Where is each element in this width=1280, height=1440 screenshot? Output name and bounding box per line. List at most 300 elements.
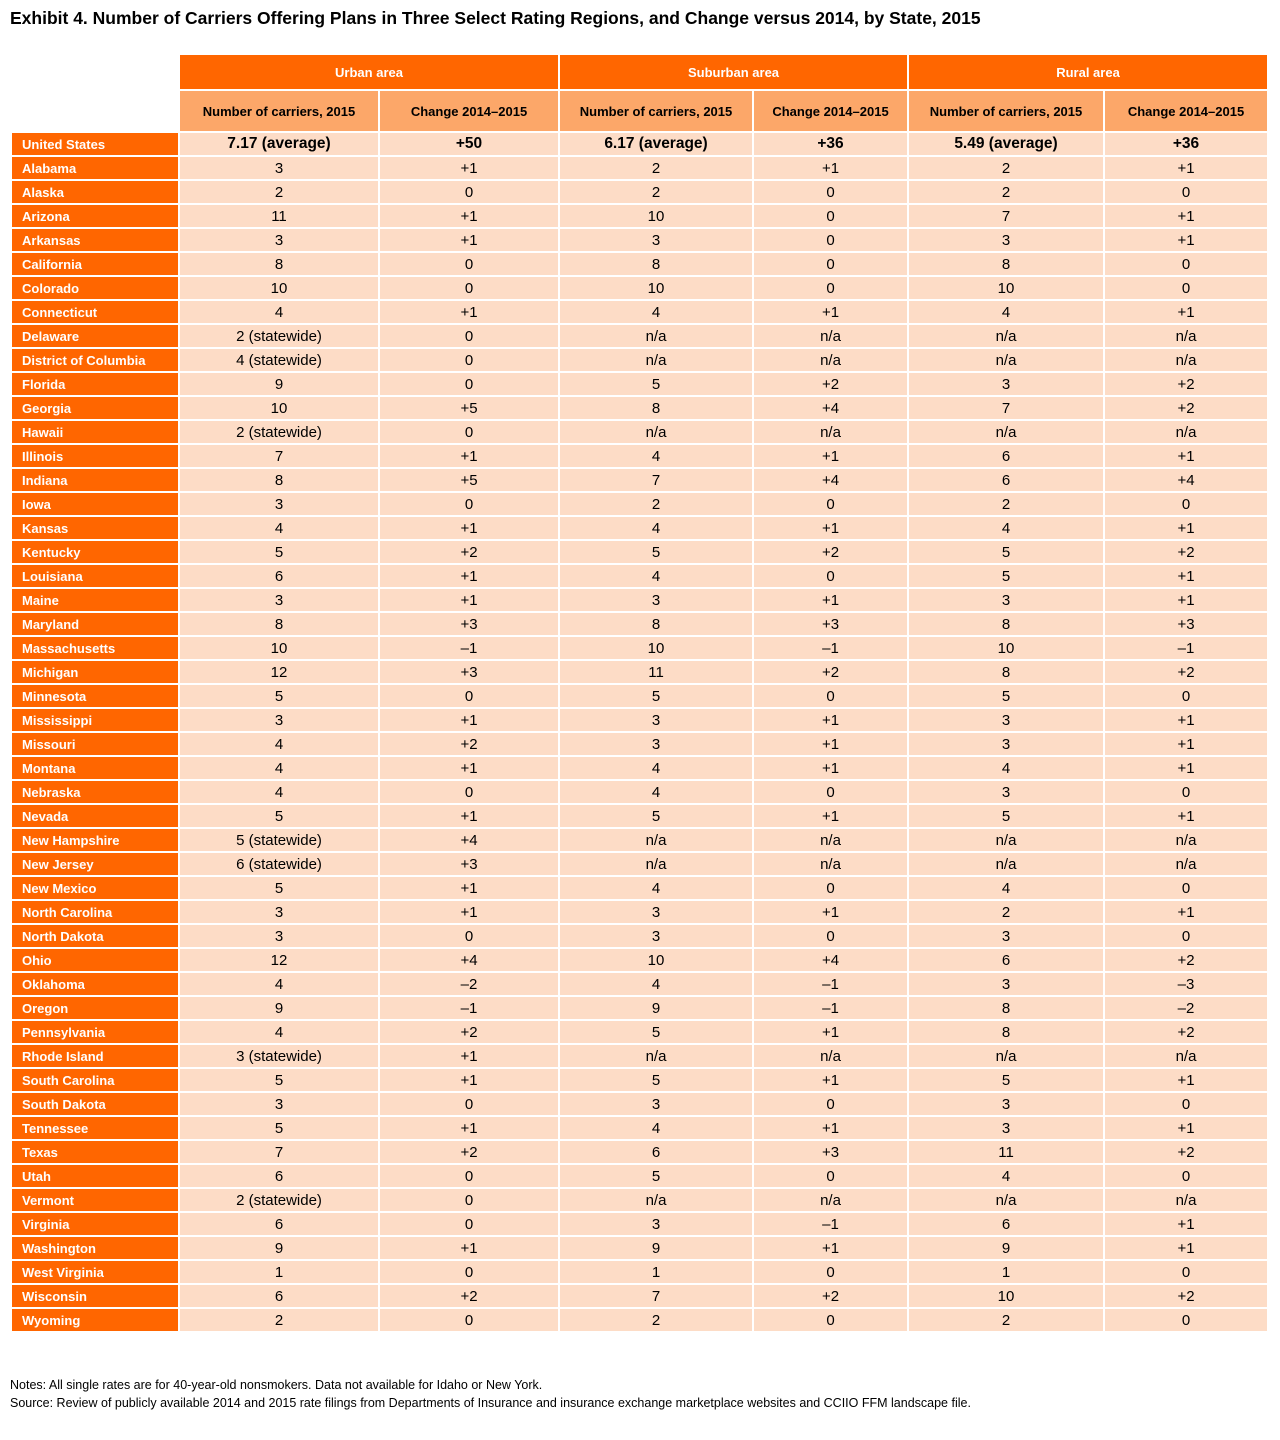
rural-carriers-cell: 5 (908, 1068, 1104, 1092)
suburban-carriers-cell: n/a (559, 324, 753, 348)
suburban-change-cell: +2 (753, 540, 908, 564)
urban-carriers-cell: 4 (statewide) (179, 348, 379, 372)
rural-change-cell: 0 (1104, 1164, 1268, 1188)
urban-change-cell: +1 (379, 756, 559, 780)
state-name-cell: Alaska (11, 180, 179, 204)
state-row (11, 252, 1268, 276)
state-name-cell: Arizona (11, 204, 179, 228)
rural-carriers-cell: 8 (908, 660, 1104, 684)
suburban-carriers-cell: 4 (559, 780, 753, 804)
suburban-carriers-cell: 8 (559, 252, 753, 276)
rural-change-cell: +1 (1104, 708, 1268, 732)
urban-change-cell: +1 (379, 444, 559, 468)
urban-change-cell: +1 (379, 204, 559, 228)
suburban-carriers-cell: 1 (559, 1260, 753, 1284)
urban-change-cell: +3 (379, 612, 559, 636)
rural-carriers-cell: 5.49 (average) (908, 132, 1104, 156)
state-row (11, 636, 1268, 660)
suburban-carriers-cell: 2 (559, 180, 753, 204)
suburban-change-cell: +36 (753, 132, 908, 156)
rural-carriers-cell: 3 (908, 1116, 1104, 1140)
state-name-cell: Vermont (11, 1188, 179, 1212)
suburban-change-cell: n/a (753, 324, 908, 348)
col-header-urban-change: Change 2014–2015 (379, 90, 559, 132)
state-name-cell: Mississippi (11, 708, 179, 732)
urban-carriers-cell: 4 (179, 780, 379, 804)
suburban-change-cell: +4 (753, 948, 908, 972)
state-row (11, 1020, 1268, 1044)
state-name-cell: Iowa (11, 492, 179, 516)
suburban-change-cell: +1 (753, 732, 908, 756)
rural-change-cell: +2 (1104, 948, 1268, 972)
suburban-change-cell: +1 (753, 444, 908, 468)
suburban-change-cell: –1 (753, 996, 908, 1020)
state-name-cell: Kentucky (11, 540, 179, 564)
suburban-change-cell: 0 (753, 1164, 908, 1188)
rural-carriers-cell: 8 (908, 612, 1104, 636)
urban-carriers-cell: 3 (179, 1092, 379, 1116)
rural-change-cell: +36 (1104, 132, 1268, 156)
urban-carriers-cell: 5 (179, 540, 379, 564)
suburban-carriers-cell: 2 (559, 1308, 753, 1332)
suburban-carriers-cell: 5 (559, 1164, 753, 1188)
suburban-change-cell: +1 (753, 804, 908, 828)
rural-carriers-cell: 9 (908, 1236, 1104, 1260)
rural-carriers-cell: 10 (908, 636, 1104, 660)
suburban-carriers-cell: n/a (559, 1044, 753, 1068)
state-row (11, 1308, 1268, 1332)
suburban-change-cell: n/a (753, 1188, 908, 1212)
rural-carriers-cell: 4 (908, 300, 1104, 324)
rural-carriers-cell: 3 (908, 372, 1104, 396)
urban-carriers-cell: 2 (statewide) (179, 1188, 379, 1212)
rural-carriers-cell: 7 (908, 396, 1104, 420)
suburban-carriers-cell: 3 (559, 588, 753, 612)
suburban-carriers-cell: 5 (559, 804, 753, 828)
urban-change-cell: +1 (379, 1044, 559, 1068)
rural-change-cell: n/a (1104, 1044, 1268, 1068)
urban-carriers-cell: 4 (179, 972, 379, 996)
urban-carriers-cell: 5 (179, 804, 379, 828)
rural-carriers-cell: 5 (908, 804, 1104, 828)
state-name-cell: Rhode Island (11, 1044, 179, 1068)
state-name-cell: Connecticut (11, 300, 179, 324)
state-name-cell: South Carolina (11, 1068, 179, 1092)
suburban-change-cell: +1 (753, 1236, 908, 1260)
suburban-carriers-cell: 3 (559, 924, 753, 948)
suburban-carriers-cell: 6.17 (average) (559, 132, 753, 156)
state-name-cell: Alabama (11, 156, 179, 180)
rural-change-cell: –3 (1104, 972, 1268, 996)
col-header-suburban-change: Change 2014–2015 (753, 90, 908, 132)
urban-change-cell: +1 (379, 1236, 559, 1260)
suburban-carriers-cell: 2 (559, 156, 753, 180)
urban-carriers-cell: 3 (179, 492, 379, 516)
rural-carriers-cell: 3 (908, 972, 1104, 996)
urban-carriers-cell: 6 (179, 1284, 379, 1308)
rural-change-cell: +1 (1104, 228, 1268, 252)
suburban-change-cell: +1 (753, 1020, 908, 1044)
state-row (11, 996, 1268, 1020)
state-row (11, 1284, 1268, 1308)
rural-change-cell: +1 (1104, 756, 1268, 780)
state-row (11, 1116, 1268, 1140)
rural-carriers-cell: 3 (908, 228, 1104, 252)
suburban-change-cell: n/a (753, 420, 908, 444)
rural-carriers-cell: 7 (908, 204, 1104, 228)
suburban-change-cell: +2 (753, 372, 908, 396)
state-row (11, 804, 1268, 828)
suburban-carriers-cell: n/a (559, 828, 753, 852)
rural-carriers-cell: 8 (908, 1020, 1104, 1044)
notes-line: Notes: All single rates are for 40-year-old nonsmokers. Data not available for Idaho or New York. (10, 1378, 543, 1392)
rural-carriers-cell: 4 (908, 1164, 1104, 1188)
rural-change-cell: 0 (1104, 1308, 1268, 1332)
suburban-carriers-cell: n/a (559, 348, 753, 372)
urban-carriers-cell: 3 (statewide) (179, 1044, 379, 1068)
urban-carriers-cell: 10 (179, 396, 379, 420)
rural-change-cell: 0 (1104, 924, 1268, 948)
state-row (11, 396, 1268, 420)
rural-carriers-cell: 2 (908, 1308, 1104, 1332)
urban-carriers-cell: 6 (179, 564, 379, 588)
state-row (11, 1092, 1268, 1116)
state-name-cell: Kansas (11, 516, 179, 540)
urban-carriers-cell: 4 (179, 732, 379, 756)
urban-carriers-cell: 12 (179, 948, 379, 972)
urban-change-cell: 0 (379, 780, 559, 804)
state-row (11, 564, 1268, 588)
state-row (11, 780, 1268, 804)
rural-carriers-cell: 2 (908, 492, 1104, 516)
urban-carriers-cell: 8 (179, 252, 379, 276)
state-row (11, 588, 1268, 612)
urban-carriers-cell: 7 (179, 444, 379, 468)
suburban-carriers-cell: n/a (559, 852, 753, 876)
rural-change-cell: n/a (1104, 1188, 1268, 1212)
rural-carriers-cell: 3 (908, 588, 1104, 612)
rural-change-cell: n/a (1104, 324, 1268, 348)
rural-carriers-cell: 8 (908, 252, 1104, 276)
suburban-change-cell: +3 (753, 612, 908, 636)
rural-carriers-cell: 4 (908, 516, 1104, 540)
suburban-carriers-cell: 6 (559, 1140, 753, 1164)
urban-change-cell: +1 (379, 564, 559, 588)
rural-carriers-cell: 3 (908, 924, 1104, 948)
urban-carriers-cell: 7 (179, 1140, 379, 1164)
urban-change-cell: 0 (379, 684, 559, 708)
suburban-carriers-cell: 8 (559, 612, 753, 636)
rural-change-cell: +1 (1104, 516, 1268, 540)
suburban-change-cell: +1 (753, 588, 908, 612)
rural-carriers-cell: 2 (908, 156, 1104, 180)
state-row (11, 372, 1268, 396)
state-name-cell: North Carolina (11, 900, 179, 924)
urban-change-cell: +3 (379, 660, 559, 684)
state-row (11, 660, 1268, 684)
suburban-change-cell: n/a (753, 852, 908, 876)
rural-change-cell: +1 (1104, 1116, 1268, 1140)
urban-carriers-cell: 10 (179, 636, 379, 660)
suburban-change-cell: 0 (753, 684, 908, 708)
suburban-change-cell: 0 (753, 564, 908, 588)
rural-carriers-cell: 1 (908, 1260, 1104, 1284)
urban-change-cell: 0 (379, 348, 559, 372)
rural-change-cell: +1 (1104, 300, 1268, 324)
urban-change-cell: +1 (379, 708, 559, 732)
state-name-cell: Pennsylvania (11, 1020, 179, 1044)
state-name-cell: New Hampshire (11, 828, 179, 852)
state-row (11, 756, 1268, 780)
rural-change-cell: +2 (1104, 396, 1268, 420)
state-name-cell: Massachusetts (11, 636, 179, 660)
rural-carriers-cell: 3 (908, 1092, 1104, 1116)
rural-change-cell: +1 (1104, 1068, 1268, 1092)
state-row (11, 1044, 1268, 1068)
state-row (11, 444, 1268, 468)
rural-carriers-cell: 3 (908, 732, 1104, 756)
rural-change-cell: –1 (1104, 636, 1268, 660)
suburban-carriers-cell: 11 (559, 660, 753, 684)
rural-change-cell: +1 (1104, 564, 1268, 588)
urban-carriers-cell: 4 (179, 756, 379, 780)
suburban-change-cell: +1 (753, 156, 908, 180)
suburban-carriers-cell: 4 (559, 444, 753, 468)
rural-change-cell: +2 (1104, 372, 1268, 396)
rural-carriers-cell: 3 (908, 780, 1104, 804)
suburban-change-cell: 0 (753, 1308, 908, 1332)
suburban-change-cell: +2 (753, 1284, 908, 1308)
state-name-cell: Tennessee (11, 1116, 179, 1140)
suburban-change-cell: –1 (753, 972, 908, 996)
urban-change-cell: 0 (379, 180, 559, 204)
rural-carriers-cell: n/a (908, 420, 1104, 444)
rural-change-cell: 0 (1104, 276, 1268, 300)
urban-change-cell: +4 (379, 828, 559, 852)
urban-change-cell: +1 (379, 804, 559, 828)
state-row (11, 1212, 1268, 1236)
state-name-cell: Georgia (11, 396, 179, 420)
rural-carriers-cell: n/a (908, 1188, 1104, 1212)
col-header-rural-carriers: Number of carriers, 2015 (908, 90, 1104, 132)
state-row (11, 156, 1268, 180)
rural-carriers-cell: n/a (908, 324, 1104, 348)
state-name-cell: Virginia (11, 1212, 179, 1236)
state-row (11, 612, 1268, 636)
urban-change-cell: +2 (379, 540, 559, 564)
suburban-change-cell: 0 (753, 180, 908, 204)
suburban-change-cell: +1 (753, 1068, 908, 1092)
national-row (11, 132, 1268, 156)
urban-carriers-cell: 3 (179, 156, 379, 180)
suburban-carriers-cell: 10 (559, 948, 753, 972)
rural-change-cell: +2 (1104, 1020, 1268, 1044)
rural-change-cell: +2 (1104, 660, 1268, 684)
state-name-cell: Indiana (11, 468, 179, 492)
rural-change-cell: +1 (1104, 804, 1268, 828)
suburban-carriers-cell: 4 (559, 300, 753, 324)
state-name-cell: Maryland (11, 612, 179, 636)
suburban-change-cell: 0 (753, 1260, 908, 1284)
suburban-carriers-cell: 3 (559, 708, 753, 732)
urban-change-cell: +4 (379, 948, 559, 972)
rural-carriers-cell: 5 (908, 540, 1104, 564)
state-name-cell: Arkansas (11, 228, 179, 252)
state-row (11, 540, 1268, 564)
carriers-table (10, 53, 1269, 1333)
group-header-row (11, 54, 1268, 90)
urban-carriers-cell: 7.17 (average) (179, 132, 379, 156)
state-row (11, 300, 1268, 324)
urban-change-cell: +2 (379, 1140, 559, 1164)
rural-change-cell: n/a (1104, 852, 1268, 876)
rural-carriers-cell: n/a (908, 348, 1104, 372)
urban-carriers-cell: 4 (179, 300, 379, 324)
rural-carriers-cell: n/a (908, 828, 1104, 852)
state-name-cell: Nevada (11, 804, 179, 828)
rural-change-cell: +2 (1104, 1140, 1268, 1164)
rural-change-cell: 0 (1104, 684, 1268, 708)
col-header-urban-carriers: Number of carriers, 2015 (179, 90, 379, 132)
urban-change-cell: 0 (379, 324, 559, 348)
state-row (11, 348, 1268, 372)
urban-carriers-cell: 3 (179, 900, 379, 924)
rural-change-cell: 0 (1104, 180, 1268, 204)
state-row (11, 228, 1268, 252)
suburban-change-cell: 0 (753, 228, 908, 252)
suburban-change-cell: 0 (753, 876, 908, 900)
suburban-carriers-cell: 10 (559, 276, 753, 300)
rural-change-cell: +1 (1104, 156, 1268, 180)
urban-change-cell: +3 (379, 852, 559, 876)
suburban-carriers-cell: n/a (559, 420, 753, 444)
suburban-change-cell: 0 (753, 1092, 908, 1116)
urban-carriers-cell: 10 (179, 276, 379, 300)
suburban-carriers-cell: 5 (559, 540, 753, 564)
urban-carriers-cell: 2 (statewide) (179, 324, 379, 348)
urban-change-cell: 0 (379, 276, 559, 300)
suburban-carriers-cell: 5 (559, 372, 753, 396)
state-name-cell: California (11, 252, 179, 276)
group-header-rural: Rural area (908, 54, 1268, 90)
state-row (11, 492, 1268, 516)
urban-change-cell: 0 (379, 1164, 559, 1188)
suburban-change-cell: 0 (753, 276, 908, 300)
state-row (11, 900, 1268, 924)
state-name-cell: United States (11, 132, 179, 156)
suburban-carriers-cell: 3 (559, 732, 753, 756)
urban-change-cell: +5 (379, 396, 559, 420)
urban-change-cell: –1 (379, 996, 559, 1020)
urban-change-cell: +2 (379, 1020, 559, 1044)
urban-carriers-cell: 9 (179, 1236, 379, 1260)
urban-carriers-cell: 6 (statewide) (179, 852, 379, 876)
state-name-cell: Utah (11, 1164, 179, 1188)
urban-carriers-cell: 1 (179, 1260, 379, 1284)
urban-change-cell: +1 (379, 516, 559, 540)
urban-carriers-cell: 3 (179, 708, 379, 732)
rural-carriers-cell: 3 (908, 708, 1104, 732)
suburban-carriers-cell: 4 (559, 972, 753, 996)
col-header-suburban-carriers: Number of carriers, 2015 (559, 90, 753, 132)
state-name-cell: Maine (11, 588, 179, 612)
state-row (11, 420, 1268, 444)
suburban-carriers-cell: 7 (559, 1284, 753, 1308)
suburban-change-cell: 0 (753, 204, 908, 228)
state-row (11, 684, 1268, 708)
rural-carriers-cell: n/a (908, 1044, 1104, 1068)
table-body (11, 132, 1268, 1332)
suburban-change-cell: –1 (753, 636, 908, 660)
suburban-carriers-cell: 10 (559, 204, 753, 228)
state-name-cell: New Mexico (11, 876, 179, 900)
state-name-cell: Oregon (11, 996, 179, 1020)
state-name-cell: Louisiana (11, 564, 179, 588)
suburban-carriers-cell: 3 (559, 1092, 753, 1116)
suburban-carriers-cell: 5 (559, 1020, 753, 1044)
state-row (11, 1188, 1268, 1212)
suburban-carriers-cell: 9 (559, 996, 753, 1020)
rural-carriers-cell: 6 (908, 1212, 1104, 1236)
state-name-cell: Washington (11, 1236, 179, 1260)
group-header-suburban: Suburban area (559, 54, 908, 90)
state-name-cell: West Virginia (11, 1260, 179, 1284)
urban-change-cell: 0 (379, 420, 559, 444)
suburban-change-cell: –1 (753, 1212, 908, 1236)
urban-change-cell: +1 (379, 900, 559, 924)
urban-change-cell: +1 (379, 1068, 559, 1092)
state-name-cell: Ohio (11, 948, 179, 972)
urban-carriers-cell: 9 (179, 372, 379, 396)
rural-carriers-cell: 10 (908, 276, 1104, 300)
rural-change-cell: +1 (1104, 732, 1268, 756)
urban-change-cell: +1 (379, 300, 559, 324)
suburban-carriers-cell: 3 (559, 900, 753, 924)
rural-change-cell: +1 (1104, 204, 1268, 228)
urban-carriers-cell: 2 (179, 1308, 379, 1332)
urban-change-cell: 0 (379, 372, 559, 396)
state-row (11, 468, 1268, 492)
suburban-change-cell: +1 (753, 756, 908, 780)
urban-carriers-cell: 11 (179, 204, 379, 228)
rural-change-cell: +1 (1104, 444, 1268, 468)
urban-change-cell: +2 (379, 732, 559, 756)
urban-carriers-cell: 6 (179, 1212, 379, 1236)
state-name-cell: Nebraska (11, 780, 179, 804)
rural-change-cell: n/a (1104, 420, 1268, 444)
urban-change-cell: 0 (379, 1308, 559, 1332)
rural-change-cell: +1 (1104, 588, 1268, 612)
state-row (11, 828, 1268, 852)
urban-change-cell: 0 (379, 1260, 559, 1284)
suburban-carriers-cell: 8 (559, 396, 753, 420)
suburban-carriers-cell: 3 (559, 228, 753, 252)
rural-carriers-cell: 8 (908, 996, 1104, 1020)
state-name-cell: District of Columbia (11, 348, 179, 372)
state-row (11, 876, 1268, 900)
rural-carriers-cell: 10 (908, 1284, 1104, 1308)
rural-change-cell: +1 (1104, 900, 1268, 924)
suburban-change-cell: +1 (753, 900, 908, 924)
suburban-change-cell: n/a (753, 828, 908, 852)
suburban-carriers-cell: 2 (559, 492, 753, 516)
urban-change-cell: +1 (379, 156, 559, 180)
rural-carriers-cell: 6 (908, 468, 1104, 492)
state-row (11, 1164, 1268, 1188)
state-row (11, 516, 1268, 540)
rural-change-cell: 0 (1104, 1260, 1268, 1284)
group-header-urban: Urban area (179, 54, 559, 90)
